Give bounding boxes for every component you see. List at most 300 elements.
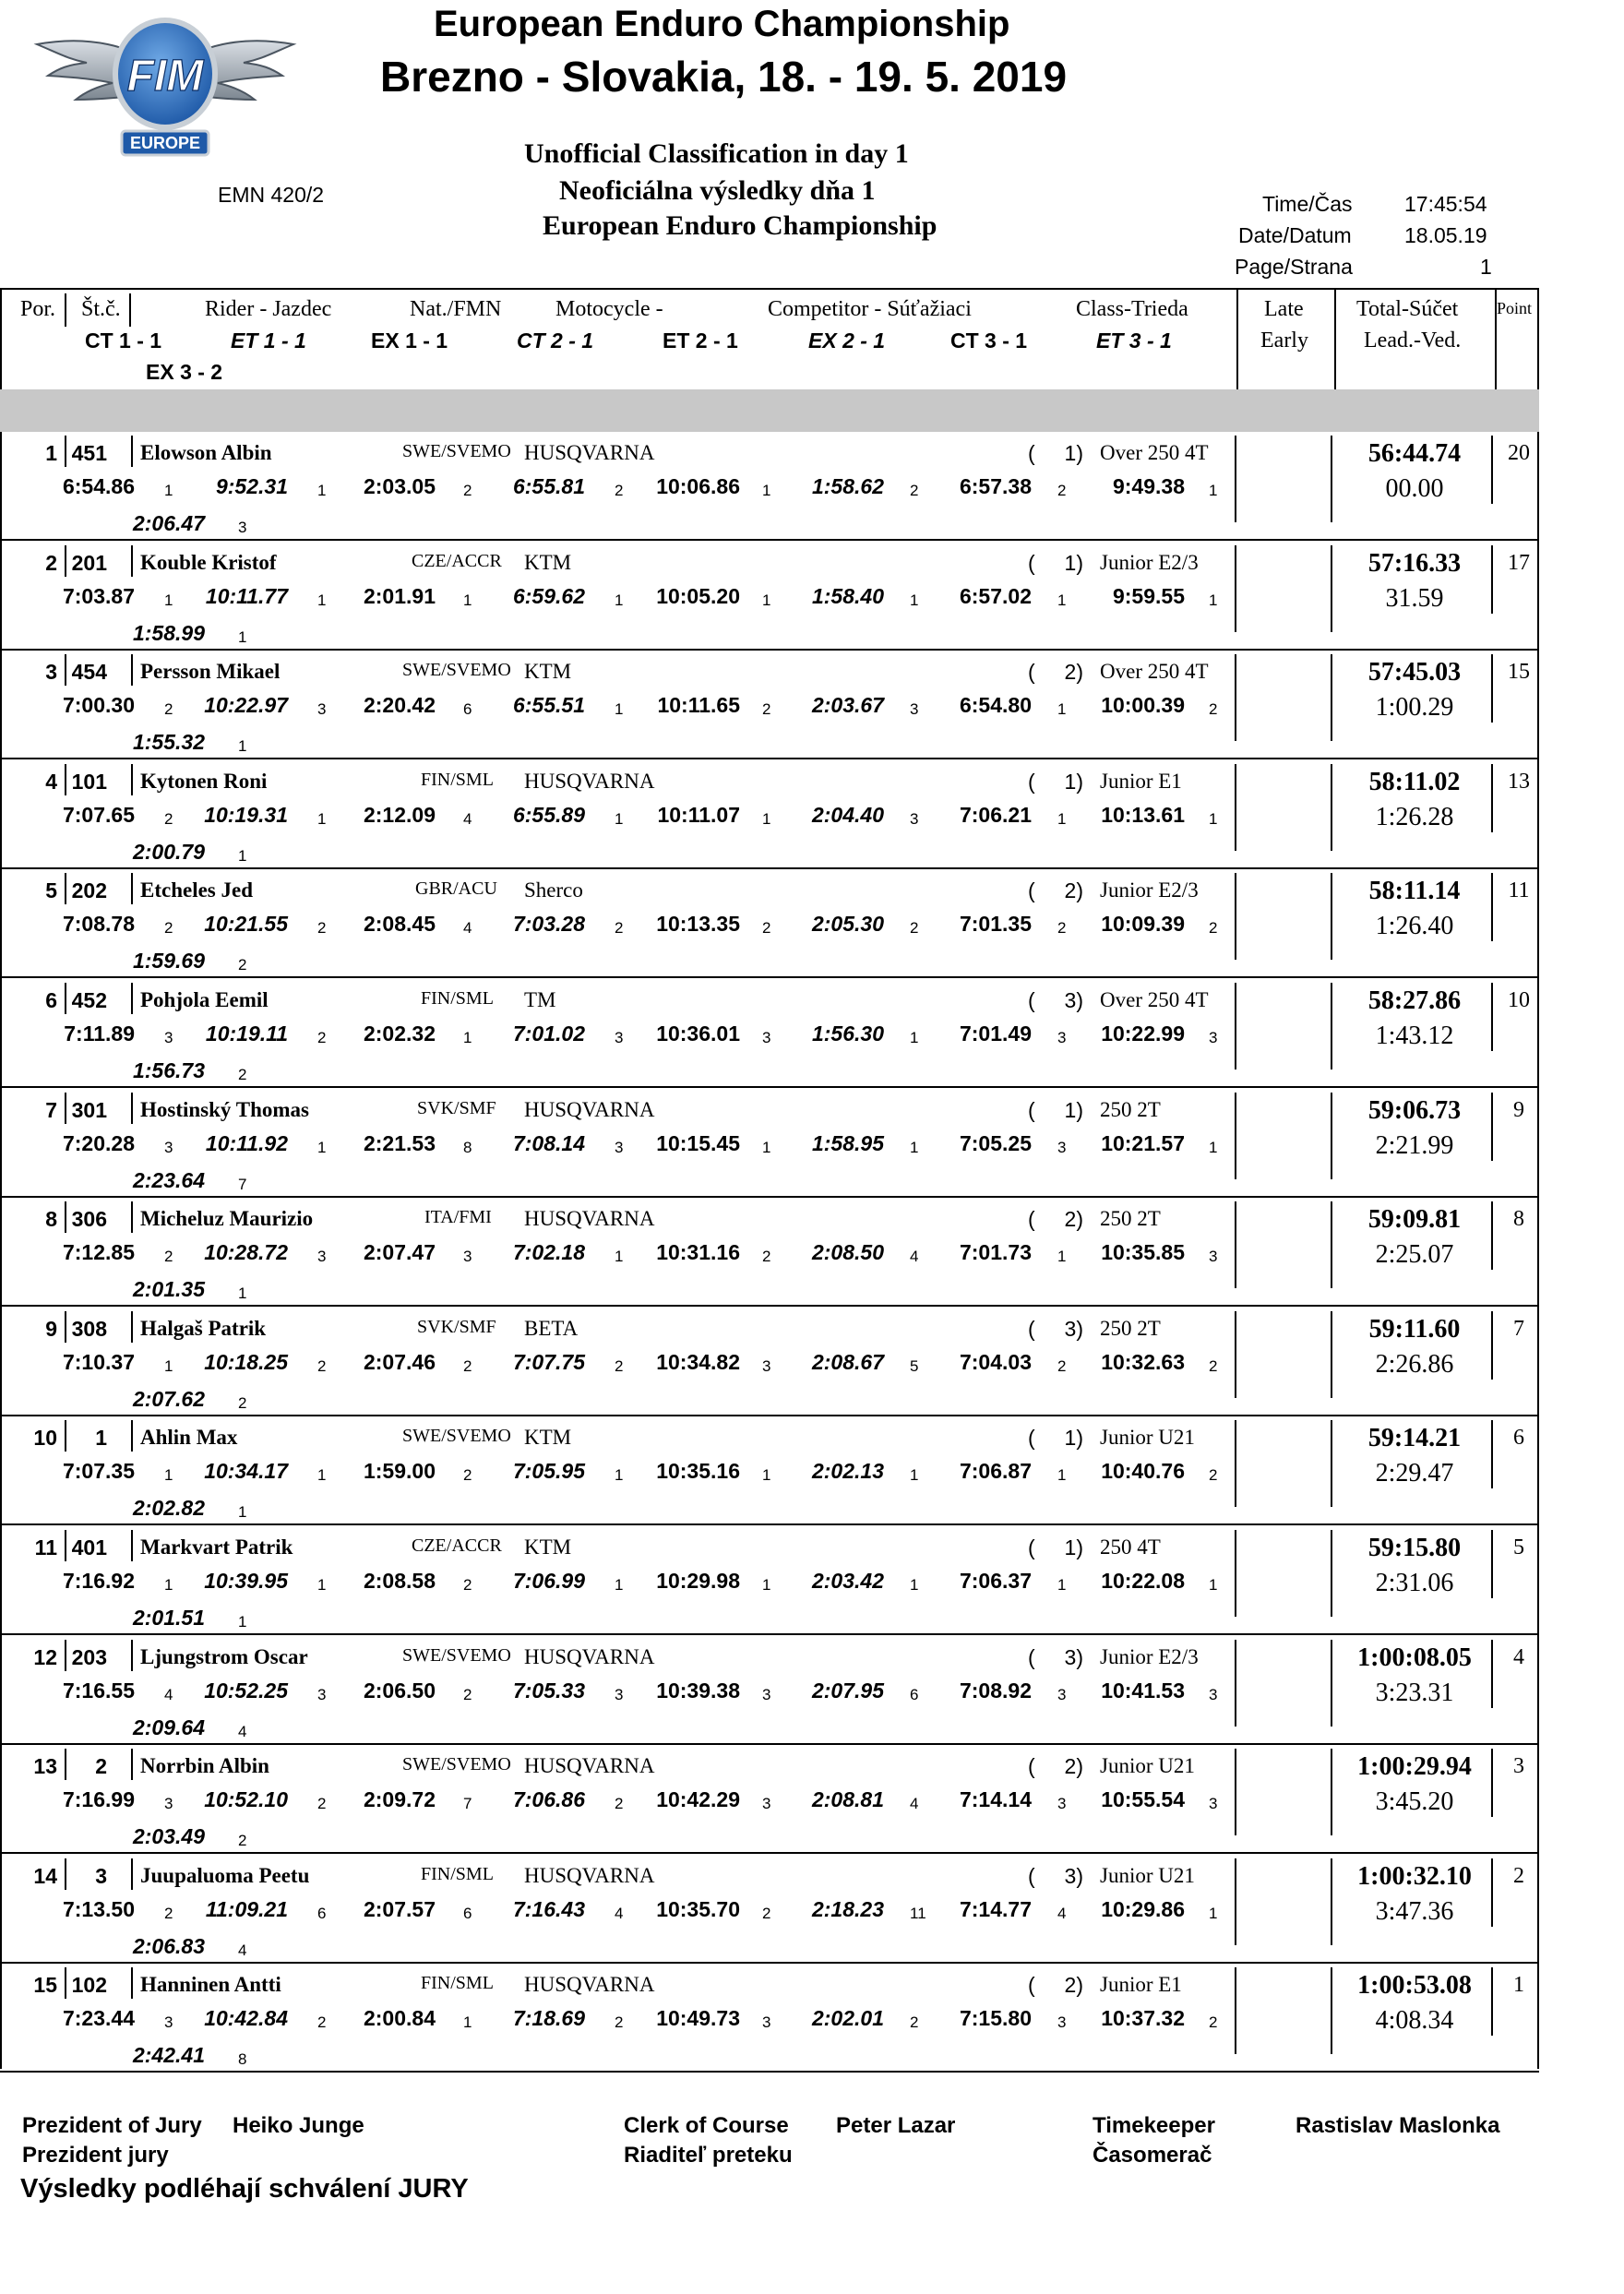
row-divider xyxy=(65,1530,66,1561)
rider-name: Hostinský Thomas xyxy=(140,1097,310,1121)
stage-rank: 2 xyxy=(910,2013,919,2032)
stage-rank: 2 xyxy=(164,1248,173,1266)
stage-rank: 1 xyxy=(317,809,327,828)
stage-time: 10:22.97 xyxy=(204,693,288,718)
stage-time-ex32: 2:23.64 xyxy=(132,1167,205,1192)
stage-rank: 1 xyxy=(1209,1138,1218,1156)
stage-rank: 1 xyxy=(762,1576,771,1594)
stage-time: 7:15.80 xyxy=(959,2006,1032,2031)
stage-time: 7:05.25 xyxy=(959,1130,1032,1155)
stage-time: 10:55.54 xyxy=(1101,1787,1185,1812)
col-et31: ET 3 - 1 xyxy=(1096,329,1172,352)
class-position: 2) xyxy=(1064,1207,1083,1232)
class-paren: ( xyxy=(1028,550,1035,575)
class-name: 250 2T xyxy=(1100,1316,1161,1340)
row-divider xyxy=(1235,1311,1236,1398)
stage-time: 10:52.10 xyxy=(204,1787,288,1812)
stage-rank: 1 xyxy=(615,700,624,719)
stage-time: 7:11.89 xyxy=(64,1022,135,1045)
stage-time: 9:49.38 xyxy=(1112,474,1185,498)
stage-time: 1:58.40 xyxy=(811,583,884,608)
stage-rank: 8 xyxy=(463,1138,472,1156)
class-name: Junior E1 xyxy=(1100,769,1182,793)
stage-rank: 3 xyxy=(317,700,327,719)
nation-fmn: FIN/SML xyxy=(421,988,494,1009)
row-divider xyxy=(65,983,66,1014)
class-position: 1) xyxy=(1064,1535,1083,1559)
doc-code: EMN 420/2 xyxy=(218,183,325,207)
stage-rank: 1 xyxy=(1057,809,1067,828)
class-position: 2) xyxy=(1064,660,1083,685)
row-divider xyxy=(1235,1201,1236,1288)
stage-time: 7:13.50 xyxy=(62,1896,135,1921)
row-divider xyxy=(1491,1201,1493,1270)
stage-time: 10:34.82 xyxy=(656,1349,740,1374)
stage-time: 1:56.30 xyxy=(811,1022,884,1045)
row-divider xyxy=(1235,1420,1236,1507)
row-divider xyxy=(1331,1749,1332,1835)
stage-rank: 2 xyxy=(1057,919,1067,938)
nation-fmn: SVK/SMF xyxy=(417,1097,496,1118)
total-time: 59:11.60 xyxy=(1368,1314,1461,1344)
start-number: 1 xyxy=(95,1426,107,1451)
stage-time: 7:14.77 xyxy=(959,1896,1032,1921)
nation-fmn: SWE/SVEMO xyxy=(402,1754,511,1775)
points: 10 xyxy=(1508,988,1530,1012)
points: 2 xyxy=(1513,1863,1524,1888)
row-divider xyxy=(65,1858,66,1890)
stage-rank: 1 xyxy=(317,1576,327,1594)
row-divider xyxy=(131,983,133,1014)
row-divider xyxy=(1331,545,1332,632)
gap-to-leader: 2:29.47 xyxy=(1375,1459,1454,1488)
rider-name: Kytonen Roni xyxy=(140,769,268,793)
result-row xyxy=(0,1416,1539,1525)
classification-title-sk: Neoficiálna výsledky dňa 1 xyxy=(559,175,876,206)
stage-rank: 1 xyxy=(615,591,624,609)
stage-time-ex32: 2:03.49 xyxy=(132,1824,205,1849)
row-divider xyxy=(1235,436,1236,522)
stage-time: 7:02.18 xyxy=(512,1240,585,1265)
row-divider xyxy=(1491,545,1493,614)
class-position: 2) xyxy=(1064,1754,1083,1779)
class-paren: ( xyxy=(1028,1754,1035,1779)
stage-time: 9:59.55 xyxy=(1112,583,1185,608)
motorcycle: HUSQVARNA xyxy=(524,1644,655,1668)
row-divider xyxy=(1491,1967,1493,2036)
result-row xyxy=(0,542,1539,651)
class-paren: ( xyxy=(1028,1863,1035,1888)
stage-time: 10:28.72 xyxy=(204,1240,288,1265)
start-number: 401 xyxy=(71,1535,107,1559)
stage-rank: 2 xyxy=(317,1356,327,1375)
stage-time: 7:07.75 xyxy=(512,1349,585,1374)
stage-rank: 3 xyxy=(1057,1685,1067,1703)
stage-rank: 3 xyxy=(1057,1795,1067,1813)
row-divider xyxy=(1235,1749,1236,1835)
president-label-sk: Prezident jury xyxy=(22,2143,169,2168)
stage-rank-ex32: 7 xyxy=(238,1175,247,1193)
row-divider xyxy=(65,545,66,577)
position: 1 xyxy=(45,441,57,465)
stage-rank: 1 xyxy=(317,1466,327,1485)
stage-time: 10:00.39 xyxy=(1101,693,1185,718)
championship-name: European Enduro Championship xyxy=(543,210,937,241)
class-position: 3) xyxy=(1064,1863,1083,1888)
row-divider xyxy=(1235,1093,1236,1179)
class-name: Junior E2/3 xyxy=(1100,550,1199,574)
stage-time-ex32: 1:55.32 xyxy=(132,730,205,755)
stage-time: 10:39.95 xyxy=(204,1569,288,1593)
stage-rank: 1 xyxy=(1209,591,1218,609)
stage-rank-ex32: 3 xyxy=(238,519,247,536)
stage-time: 2:20.42 xyxy=(363,693,436,718)
stage-rank: 3 xyxy=(1057,1138,1067,1156)
stage-rank-ex32: 1 xyxy=(238,1613,247,1631)
stage-rank: 1 xyxy=(910,1138,919,1156)
start-number: 201 xyxy=(71,550,107,575)
position: 8 xyxy=(45,1207,57,1232)
stage-time: 2:07.46 xyxy=(363,1349,436,1374)
result-row xyxy=(0,432,1539,541)
stage-rank: 3 xyxy=(1209,1248,1218,1266)
stage-time: 6:55.81 xyxy=(512,474,585,498)
stage-time: 7:16.99 xyxy=(62,1787,135,1812)
nation-fmn: ITA/FMI xyxy=(424,1207,492,1228)
class-name: 250 2T xyxy=(1100,1097,1161,1121)
stage-rank: 3 xyxy=(164,1795,173,1813)
stage-time: 2:07.95 xyxy=(811,1678,884,1703)
stage-rank: 3 xyxy=(615,1029,624,1046)
stage-time: 10:49.73 xyxy=(656,2006,740,2031)
total-time: 1:00:29.94 xyxy=(1357,1752,1472,1782)
col-competitor: Competitor - Súťažiaci xyxy=(768,297,972,321)
stage-rank-ex32: 8 xyxy=(238,2050,247,2069)
stage-time-ex32: 2:06.47 xyxy=(132,511,205,535)
row-divider xyxy=(1235,1530,1236,1617)
row-divider xyxy=(1491,1311,1493,1380)
stage-rank: 1 xyxy=(910,1576,919,1594)
position: 15 xyxy=(33,1973,57,1998)
total-time: 58:27.86 xyxy=(1367,986,1462,1015)
stage-rank: 1 xyxy=(1057,1466,1067,1485)
points: 7 xyxy=(1513,1316,1524,1341)
stage-time: 2:05.30 xyxy=(811,912,884,937)
row-divider xyxy=(1491,1093,1493,1161)
result-row xyxy=(0,651,1539,759)
total-time: 1:00:32.10 xyxy=(1357,1861,1472,1891)
header-divider-total xyxy=(1334,288,1336,389)
class-position: 1) xyxy=(1064,441,1083,465)
stage-rank: 2 xyxy=(164,919,173,938)
stage-rank: 3 xyxy=(164,2013,173,2032)
position: 12 xyxy=(33,1644,57,1669)
stage-rank: 2 xyxy=(762,1248,771,1266)
stage-time: 6:54.80 xyxy=(959,693,1032,718)
start-number: 306 xyxy=(71,1207,107,1232)
event-title: European Enduro Championship xyxy=(434,4,1010,44)
position: 5 xyxy=(45,878,57,903)
rider-name: Norrbin Albin xyxy=(140,1754,269,1778)
stage-rank: 6 xyxy=(463,1904,472,1922)
stage-time: 11:09.21 xyxy=(205,1896,288,1921)
logo-fim-text: FIM xyxy=(126,52,204,101)
motorcycle: KTM xyxy=(524,1535,572,1559)
row-divider xyxy=(1331,1967,1332,2054)
row-divider xyxy=(1491,1420,1493,1488)
stage-time: 7:23.44 xyxy=(62,2006,135,2031)
stage-time: 7:01.35 xyxy=(959,912,1032,937)
row-divider xyxy=(1331,873,1332,960)
nation-fmn: SWE/SVEMO xyxy=(402,1644,511,1666)
stage-rank: 1 xyxy=(1057,1576,1067,1594)
total-time: 1:00:08.05 xyxy=(1357,1643,1472,1672)
total-time: 59:15.80 xyxy=(1367,1534,1462,1562)
stage-time: 10:13.35 xyxy=(656,912,740,937)
row-divider xyxy=(65,1640,66,1671)
stage-time-ex32: 2:01.35 xyxy=(132,1277,205,1302)
header-gray-band xyxy=(0,389,1539,432)
nation-fmn: FIN/SML xyxy=(421,769,494,790)
motorcycle: HUSQVARNA xyxy=(524,1863,655,1887)
stage-time: 10:41.53 xyxy=(1101,1678,1185,1703)
stage-time: 6:55.51 xyxy=(512,693,585,718)
stage-time: 2:02.13 xyxy=(811,1459,884,1484)
stage-rank: 1 xyxy=(1057,1248,1067,1266)
stage-time: 7:01.02 xyxy=(512,1022,585,1045)
stage-rank: 3 xyxy=(317,1685,327,1703)
row-divider xyxy=(65,1093,66,1124)
stage-time: 10:29.86 xyxy=(1101,1896,1185,1921)
stage-time: 7:20.28 xyxy=(62,1130,135,1155)
nation-fmn: SWE/SVEMO xyxy=(402,441,511,461)
rider-name: Juupaluoma Peetu xyxy=(140,1863,310,1887)
stage-rank-ex32: 1 xyxy=(238,1284,247,1303)
gap-to-leader: 2:26.86 xyxy=(1375,1349,1454,1379)
stage-rank: 2 xyxy=(615,919,624,938)
start-number: 102 xyxy=(71,1973,107,1998)
row-divider xyxy=(1491,1749,1493,1817)
stage-rank-ex32: 2 xyxy=(238,956,247,974)
row-divider xyxy=(131,1201,133,1233)
class-paren: ( xyxy=(1028,1207,1035,1232)
stage-rank: 2 xyxy=(164,700,173,719)
col-ex32: EX 3 - 2 xyxy=(146,360,223,384)
stage-time: 2:08.81 xyxy=(811,1787,884,1812)
stage-rank: 3 xyxy=(762,1356,771,1375)
stage-rank: 1 xyxy=(463,591,472,609)
row-divider xyxy=(65,1201,66,1233)
motorcycle: BETA xyxy=(524,1316,579,1340)
row-divider xyxy=(1331,1311,1332,1398)
stage-rank: 1 xyxy=(910,1466,919,1485)
stage-rank: 4 xyxy=(910,1248,919,1266)
rider-name: Markvart Patrik xyxy=(140,1535,293,1559)
stage-rank: 3 xyxy=(762,2013,771,2032)
stage-rank: 1 xyxy=(164,482,173,499)
total-time: 59:06.73 xyxy=(1367,1095,1462,1125)
stage-rank: 1 xyxy=(164,1576,173,1594)
col-ex11: EX 1 - 1 xyxy=(371,329,448,352)
page-label: Page/Strana xyxy=(1235,255,1353,279)
page-value: 1 xyxy=(1480,255,1492,279)
nation-fmn: GBR/ACU xyxy=(415,878,497,900)
motorcycle: KTM xyxy=(524,1426,572,1450)
timekeeper-label-sk: Časomerač xyxy=(1093,2143,1212,2168)
motorcycle: HUSQVARNA xyxy=(524,1754,655,1778)
stage-time: 7:10.37 xyxy=(62,1349,135,1374)
row-divider xyxy=(1235,1967,1236,2054)
col-total: Total-Súčet xyxy=(1356,297,1459,321)
stage-time: 7:01.49 xyxy=(959,1022,1032,1045)
stage-time: 10:06.86 xyxy=(656,474,740,498)
stage-time: 2:12.09 xyxy=(363,802,436,827)
stage-rank: 4 xyxy=(615,1904,624,1922)
row-divider xyxy=(131,1967,133,1999)
stage-time: 10:13.61 xyxy=(1101,802,1185,827)
col-late: Late xyxy=(1264,297,1304,321)
stage-time: 7:08.92 xyxy=(959,1678,1032,1703)
stage-time: 2:08.67 xyxy=(811,1349,884,1374)
stage-rank: 4 xyxy=(463,809,472,828)
clerk-name: Peter Lazar xyxy=(836,2113,956,2138)
class-paren: ( xyxy=(1028,878,1035,903)
gap-to-leader: 1:26.28 xyxy=(1375,802,1454,831)
row-divider xyxy=(1331,1858,1332,1945)
class-position: 1) xyxy=(1064,550,1083,575)
row-divider xyxy=(1331,436,1332,522)
start-number: 452 xyxy=(71,988,107,1012)
stage-rank: 3 xyxy=(1057,1029,1067,1046)
stage-time-ex32: 2:01.51 xyxy=(132,1606,205,1630)
stage-rank: 1 xyxy=(1057,700,1067,719)
position: 11 xyxy=(34,1535,57,1559)
stage-time: 2:03.42 xyxy=(811,1569,884,1593)
stage-time: 2:07.57 xyxy=(363,1896,436,1921)
start-number: 301 xyxy=(71,1097,107,1122)
stage-rank: 1 xyxy=(615,1576,624,1594)
stage-time: 10:05.20 xyxy=(656,583,740,608)
stage-rank-ex32: 1 xyxy=(238,846,247,865)
start-number: 308 xyxy=(71,1316,107,1341)
stage-rank: 3 xyxy=(1209,1029,1218,1046)
stage-rank: 6 xyxy=(317,1904,327,1922)
stage-rank: 1 xyxy=(615,1466,624,1485)
row-divider xyxy=(1331,764,1332,851)
stage-time: 1:58.95 xyxy=(811,1130,884,1155)
stage-rank: 1 xyxy=(615,809,624,828)
stage-time: 10:21.55 xyxy=(204,912,288,937)
class-position: 1) xyxy=(1064,1097,1083,1122)
stage-rank: 1 xyxy=(1057,591,1067,609)
stage-rank: 3 xyxy=(910,809,919,828)
gap-to-leader: 2:25.07 xyxy=(1375,1240,1454,1270)
position: 2 xyxy=(45,550,57,575)
gap-to-leader: 4:08.34 xyxy=(1375,2006,1454,2036)
motorcycle: KTM xyxy=(524,660,572,684)
stage-time: 10:11.77 xyxy=(205,583,288,608)
result-row xyxy=(0,1308,1539,1416)
stage-time: 7:08.78 xyxy=(62,912,135,937)
stage-time: 10:11.07 xyxy=(657,802,740,827)
stage-time-ex32: 2:09.64 xyxy=(132,1715,205,1739)
motorcycle: TM xyxy=(524,988,556,1011)
result-row xyxy=(0,1636,1539,1745)
row-divider xyxy=(131,1749,133,1780)
stage-rank: 1 xyxy=(762,1466,771,1485)
stage-time: 10:29.98 xyxy=(656,1569,740,1593)
row-divider xyxy=(1491,654,1493,723)
stage-time: 6:55.89 xyxy=(512,802,585,827)
class-position: 3) xyxy=(1064,988,1083,1012)
row-divider xyxy=(1331,1640,1332,1726)
class-name: Over 250 4T xyxy=(1100,441,1209,464)
total-time: 59:09.81 xyxy=(1367,1205,1462,1235)
stage-time: 9:52.31 xyxy=(215,474,288,498)
stage-rank: 6 xyxy=(910,1685,919,1703)
stage-rank: 2 xyxy=(463,1576,472,1594)
stage-time-ex32: 2:42.41 xyxy=(132,2043,205,2068)
stage-rank: 1 xyxy=(762,809,771,828)
stage-time: 2:02.32 xyxy=(363,1022,436,1045)
stage-time: 7:16.55 xyxy=(62,1678,135,1703)
stage-time: 1:58.62 xyxy=(811,474,884,498)
stage-time: 6:59.62 xyxy=(512,583,585,608)
stage-rank: 3 xyxy=(317,1248,327,1266)
position: 13 xyxy=(33,1754,57,1779)
stage-time: 10:36.01 xyxy=(656,1022,740,1045)
stage-rank: 1 xyxy=(762,1138,771,1156)
row-divider xyxy=(65,1420,66,1452)
stage-rank-ex32: 4 xyxy=(238,1722,247,1740)
result-row xyxy=(0,869,1539,978)
rider-name: Hanninen Antti xyxy=(140,1973,281,1997)
result-row xyxy=(0,1745,1539,1854)
stage-rank: 2 xyxy=(1209,919,1218,938)
stage-time: 10:19.11 xyxy=(205,1022,288,1045)
stage-time: 2:00.84 xyxy=(363,2006,436,2031)
row-divider xyxy=(1491,436,1493,504)
row-divider xyxy=(65,873,66,904)
stage-rank-ex32: 1 xyxy=(238,1503,247,1522)
stage-rank: 7 xyxy=(463,1795,472,1813)
stage-rank: 3 xyxy=(1057,2013,1067,2032)
col-ct31: CT 3 - 1 xyxy=(950,329,1028,352)
stage-time: 10:22.08 xyxy=(1101,1569,1185,1593)
gap-to-leader: 3:23.31 xyxy=(1375,1678,1454,1707)
classification-title-en: Unofficial Classification in day 1 xyxy=(524,138,909,169)
stage-time-ex32: 2:06.83 xyxy=(132,1933,205,1958)
motorcycle: HUSQVARNA xyxy=(524,1207,655,1231)
row-divider xyxy=(1331,1201,1332,1288)
motorcycle: HUSQVARNA xyxy=(524,769,655,793)
stage-time: 7:08.14 xyxy=(512,1130,585,1155)
stage-rank: 2 xyxy=(1057,1356,1067,1375)
event-subtitle: Brezno - Slovakia, 18. - 19. 5. 2019 xyxy=(380,53,1068,101)
stage-rank: 1 xyxy=(463,1029,472,1046)
row-divider xyxy=(1235,983,1236,1069)
stage-rank: 1 xyxy=(1209,482,1218,499)
stage-time: 7:16.92 xyxy=(62,1569,135,1593)
logo-europe-text: EUROPE xyxy=(129,134,201,152)
row-divider xyxy=(131,1640,133,1671)
rider-name: Elowson Albin xyxy=(140,441,272,464)
row-divider xyxy=(131,764,133,795)
stage-time: 7:04.03 xyxy=(959,1349,1032,1374)
rider-name: Halgaš Patrik xyxy=(140,1316,267,1340)
stage-time-ex32: 1:58.99 xyxy=(132,620,205,645)
start-number: 451 xyxy=(71,441,107,465)
